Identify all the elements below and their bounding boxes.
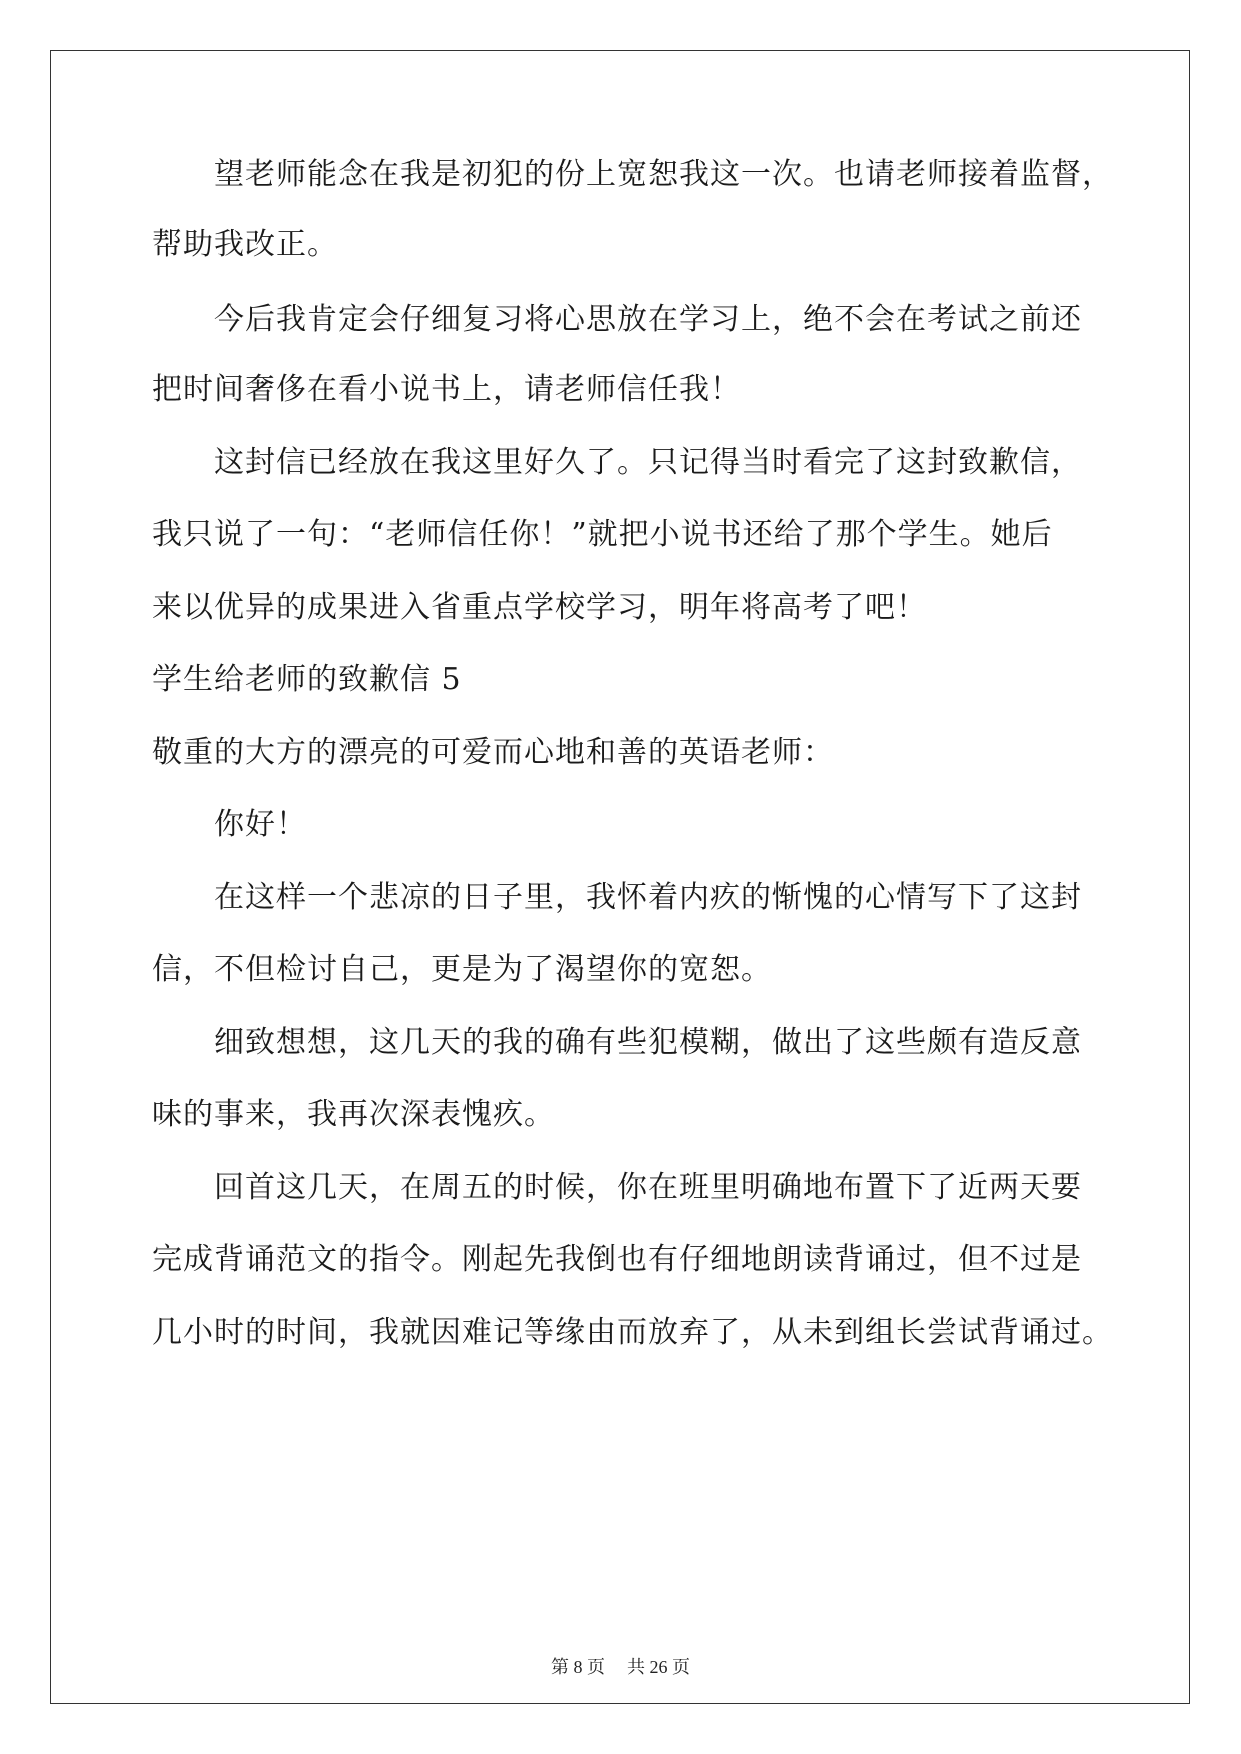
paragraph-line: 味的事来，我再次深表愧疚。 (152, 1097, 555, 1132)
letter-greeting: 你好！ (214, 807, 307, 842)
page-number-total: 共 26 页 (627, 1657, 690, 1677)
paragraph-line: 我只说了一句：“老师信任你！”就把小说书还给了那个学生。她后 (152, 517, 1053, 552)
paragraph-line: 信，不但检讨自己，更是为了渴望你的宽恕。 (152, 952, 772, 987)
paragraph-line: 帮助我改正。 (152, 227, 338, 262)
paragraph-line: 完成背诵范文的指令。刚起先我倒也有仔细地朗读背诵过，但不过是 (152, 1242, 1082, 1277)
paragraph-line: 来以优异的成果进入省重点学校学习，明年将高考了吧！ (152, 590, 927, 625)
section-heading: 学生给老师的致歉信 5 (152, 662, 462, 697)
page-number-current: 第 8 页 (551, 1657, 605, 1677)
page-footer (0, 1655, 1241, 1679)
page-border (50, 50, 1190, 1704)
paragraph-line: 几小时的时间，我就因难记等缘由而放弃了，从未到组长尝试背诵过。 (152, 1315, 1113, 1350)
paragraph-line: 把时间奢侈在看小说书上，请老师信任我！ (152, 372, 741, 407)
letter-salutation: 敬重的大方的漂亮的可爱而心地和善的英语老师： (152, 735, 834, 770)
paragraph-line: 细致想想，这几天的我的确有些犯模糊，做出了这些颇有造反意 (214, 1025, 1082, 1060)
paragraph-line: 这封信已经放在我这里好久了。只记得当时看完了这封致歉信， (214, 445, 1082, 480)
paragraph-line: 回首这几天，在周五的时候，你在班里明确地布置下了近两天要 (214, 1170, 1082, 1205)
paragraph-line: 在这样一个悲凉的日子里，我怀着内疚的惭愧的心情写下了这封 (214, 880, 1082, 915)
paragraph-line: 今后我肯定会仔细复习将心思放在学习上，绝不会在考试之前还 (214, 302, 1082, 337)
paragraph-line: 望老师能念在我是初犯的份上宽恕我这一次。也请老师接着监督， (214, 157, 1113, 192)
